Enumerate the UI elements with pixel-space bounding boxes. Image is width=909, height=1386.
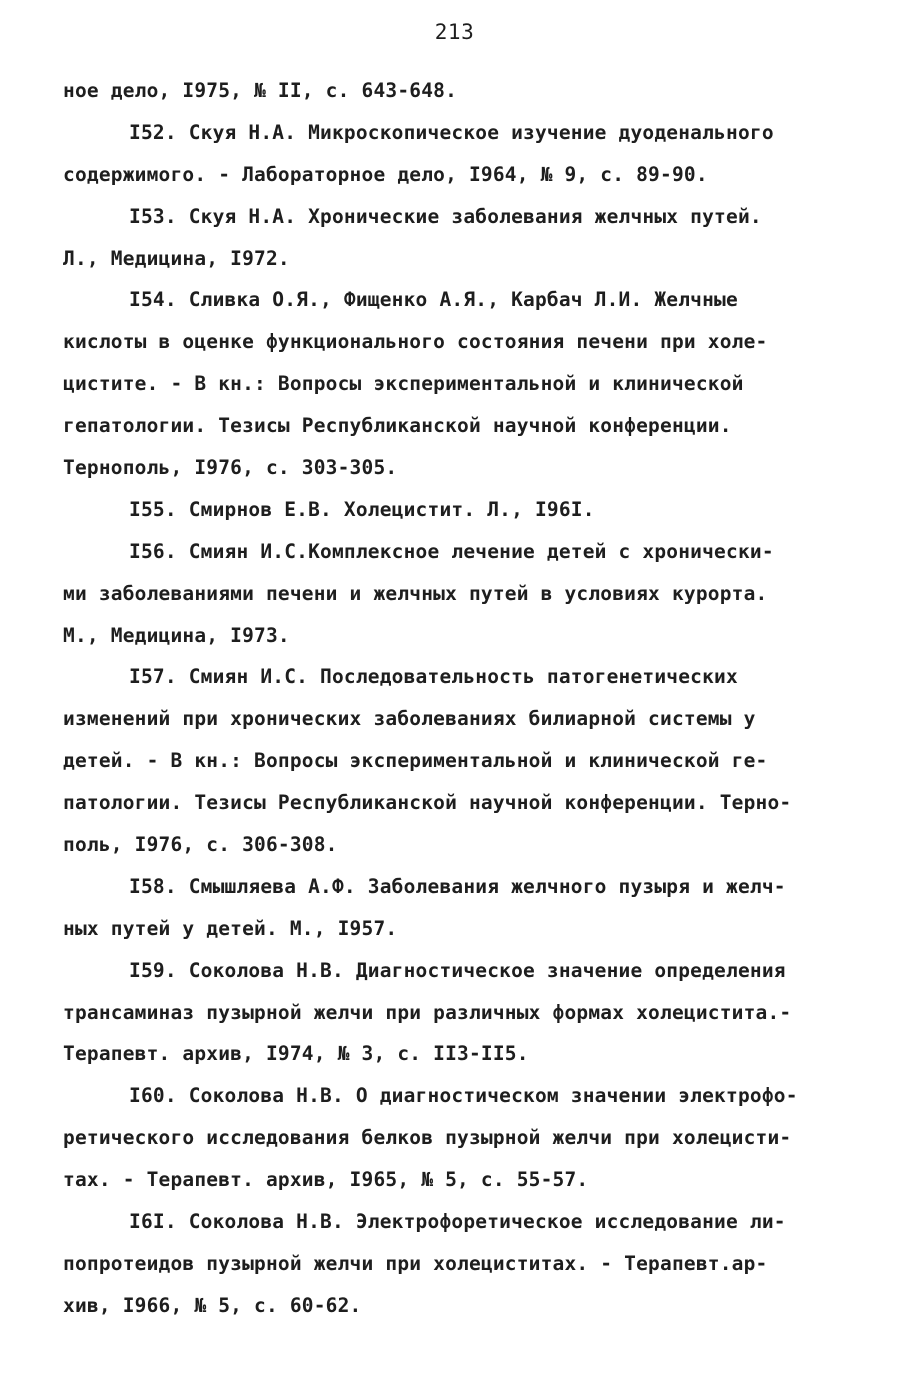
text-line: Тернополь, I976, с. 303-305. bbox=[63, 456, 398, 480]
text-line: циститe. - В кн.: Вопросы экспериментальной и клинической bbox=[63, 372, 744, 396]
text-line: ретического исследования белков пузырной желчи при холецисти- bbox=[63, 1126, 792, 1150]
text-line: трансаминаз пузырной желчи при различных формах холецистита.- bbox=[63, 1000, 792, 1024]
text-line: кислоты в оценке функционального состояния печени при холе- bbox=[63, 330, 768, 354]
text-line: I53. Скуя Н.А. Хронические заболевания желчных путей. bbox=[129, 204, 762, 228]
text-line: М., Медицина, I973. bbox=[63, 623, 290, 647]
text-line: I59. Соколова Н.В. Диагностическое значение определения bbox=[129, 958, 786, 982]
text-line: содержимого. - Лабораторное дело, I964, № 9, с. 89-90. bbox=[63, 162, 708, 186]
text-line: гепатологии. Тезисы Республиканской научной конференции. bbox=[63, 414, 732, 438]
page-number: 213 bbox=[434, 20, 475, 44]
text-line: I57. Смиян И.С. Последовательность патогенетических bbox=[129, 665, 738, 689]
text-line: I55. Смирнов Е.В. Холецистит. Л., I96I. bbox=[129, 497, 595, 521]
text-line: поль, I976, с. 306-308. bbox=[63, 833, 338, 857]
text-line: I58. Смышляева А.Ф. Заболевания желчного пузыря и желч- bbox=[129, 874, 786, 898]
text-line: I56. Смиян И.С.Комплексное лечение детей с хронически- bbox=[129, 539, 774, 563]
text-line: тах. - Терапевт. архив, I965, № 5, с. 55-57. bbox=[63, 1168, 589, 1192]
text-line: ми заболеваниями печени и желчных путей в условиях курорта. bbox=[63, 581, 768, 605]
text-line: детей. - В кн.: Вопросы экспериментальной и клинической ге- bbox=[63, 749, 768, 773]
text-line: Л., Медицина, I972. bbox=[63, 246, 290, 270]
text-line: I54. Сливка О.Я., Фищенко А.Я., Карбач Л.И. Желчные bbox=[129, 288, 738, 312]
text-line: I52. Скуя Н.А. Микроскопическое изучение дуоденального bbox=[129, 120, 774, 144]
bibliography-text bbox=[63, 70, 853, 1327]
text-line: ных путей у детей. М., I957. bbox=[63, 916, 398, 940]
text-line: I6I. Соколова Н.В. Электрофоретическое исследование ли- bbox=[129, 1210, 786, 1234]
text-line: ное дело, I975, № II, с. 643-648. bbox=[63, 79, 458, 102]
text-line: изменений при хронических заболеваниях билиарной системы у bbox=[63, 707, 756, 731]
text-line: I60. Соколова Н.В. О диагностическом значении электрофо- bbox=[129, 1084, 798, 1108]
text-line: Терапевт. архив, I974, № 3, с. II3-II5. bbox=[63, 1042, 529, 1066]
text-line: патологии. Тезисы Республиканской научной конференции. Терно- bbox=[63, 791, 792, 815]
text-line: попротеидов пузырной желчи при холециститах. - Терапевт.ар- bbox=[63, 1251, 768, 1275]
text-line: хив, I966, № 5, с. 60-62. bbox=[63, 1293, 362, 1317]
